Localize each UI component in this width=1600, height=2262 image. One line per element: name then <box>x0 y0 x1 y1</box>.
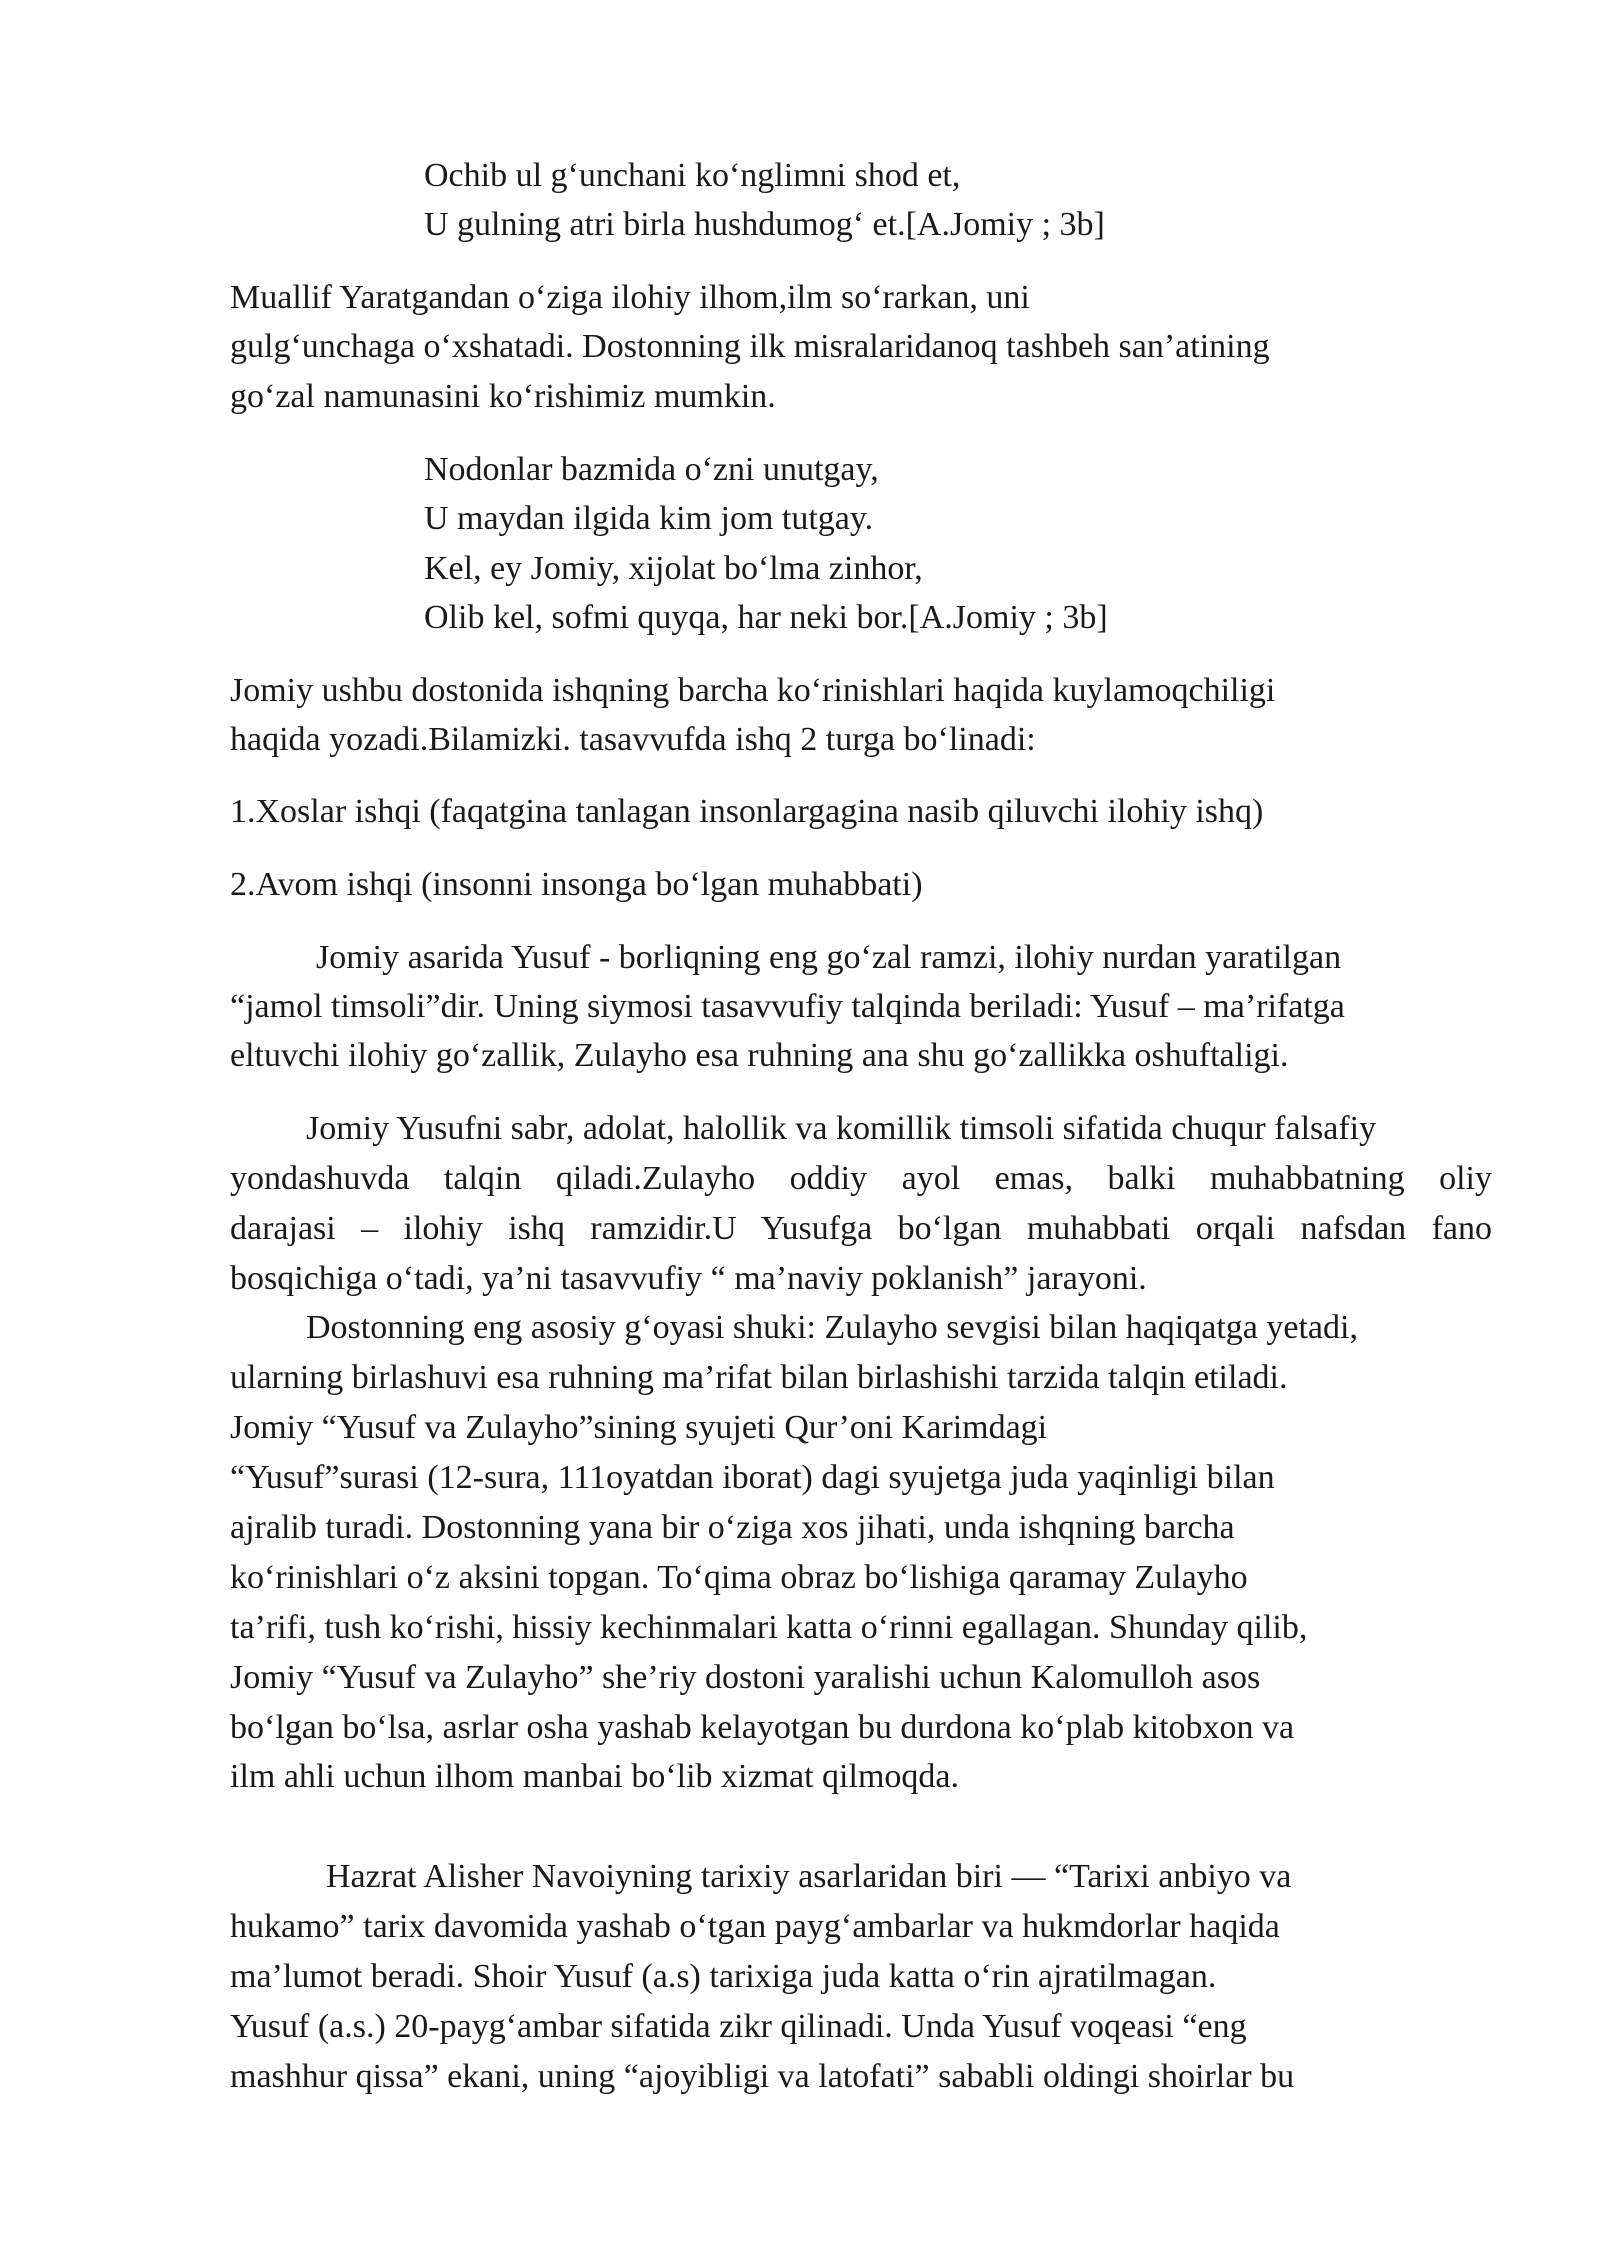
paragraph-line: ularning birlashuvi esa ruhning ma’rifat bilan birlashishi tarzida talqin etiladi. <box>230 1359 1288 1396</box>
paragraph-line: Muallif Yaratgandan o‘ziga ilohiy ilhom,ilm so‘rarkan, uni <box>230 279 1030 316</box>
paragraph-line: bo‘lgan bo‘lsa, asrlar osha yashab kelayotgan bu durdona ko‘plab kitobxon va <box>230 1709 1295 1746</box>
list-item: 1.Xoslar ishqi (faqatgina tanlagan insonlargagina nasib qiluvchi ilohiy ishq) <box>230 793 1264 830</box>
verse-line: Ochib ul g‘unchani ko‘nglimni shod et, <box>424 157 961 194</box>
paragraph-line: hukamo” tarix davomida yashab o‘tgan payg‘ambarlar va hukmdorlar haqida <box>230 1908 1280 1945</box>
paragraph-line: ko‘rinishlari o‘z aksini topgan. To‘qima obraz bo‘lishiga qaramay Zulayho <box>230 1559 1248 1596</box>
paragraph-line: “Yusuf”surasi (12-sura, 111oyatdan iborat) dagi syujetga juda yaqinligi bilan <box>230 1459 1275 1496</box>
paragraph-line: Jomiy “Yusuf va Zulayho”sining syujeti Qur’oni Karimdagi <box>230 1409 1048 1446</box>
paragraph-line: Hazrat Alisher Navoiyning tarixiy asarlaridan biri — “Tarixi anbiyo va <box>326 1858 1292 1895</box>
paragraph-line: eltuvchi ilohiy go‘zallik, Zulayho esa ruhning ana shu go‘zallikka oshuftaligi. <box>230 1037 1289 1074</box>
paragraph-line: Jomiy “Yusuf va Zulayho” she’riy dostoni yaralishi uchun Kalomulloh asos <box>230 1659 1261 1696</box>
paragraph-line: ta’rifi, tush ko‘rishi, hissiy kechinmalari katta o‘rinni egallagan. Shunday qilib, <box>230 1609 1308 1646</box>
paragraph-line: Dostonning eng asosiy g‘oyasi shuki: Zulayho sevgisi bilan haqiqatga yetadi, <box>306 1309 1358 1346</box>
paragraph-line: ilm ahli uchun ilhom manbai bo‘lib xizmat qilmoqda. <box>230 1758 959 1795</box>
paragraph-line: mashhur qissa” ekani, uning “ajoyibligi va latofati” sababli oldingi shoirlar bu <box>230 2058 1295 2095</box>
paragraph-line: yondashuvda talqin qiladi.Zulayho oddiy ayol emas, balki muhabbatning oliy <box>230 1160 1492 1197</box>
paragraph-line: “jamol timsoli”dir. Uning siymosi tasavvufiy talqinda beriladi: Yusuf – ma’rifatga <box>230 988 1345 1025</box>
verse-line: U gulning atri birla hushdumog‘ et.[A.Jomiy ; 3b] <box>424 206 1105 243</box>
verse-line: Olib kel, sofmi quyqa, har neki bor.[A.Jomiy ; 3b] <box>424 599 1108 636</box>
paragraph-line: bosqichiga o‘tadi, ya’ni tasavvufiy “ ma’naviy poklanish” jarayoni. <box>230 1260 1147 1297</box>
verse-line: Kel, ey Jomiy, xijolat bo‘lma zinhor, <box>424 550 923 587</box>
paragraph-line: go‘zal namunasini ko‘rishimiz mumkin. <box>230 378 776 415</box>
paragraph-line: Jomiy Yusufni sabr, adolat, halollik va komillik timsoli sifatida chuqur falsafiy <box>306 1110 1377 1147</box>
verse-line: U maydan ilgida kim jom tutgay. <box>424 500 874 537</box>
paragraph-line: darajasi – ilohiy ishq ramzidir.U Yusufga bo‘lgan muhabbati orqali nafsdan fano <box>230 1210 1492 1247</box>
paragraph-line: ajralib turadi. Dostonning yana bir o‘ziga xos jihati, unda ishqning barcha <box>230 1509 1235 1546</box>
verse-line: Nodonlar bazmida o‘zni unutgay, <box>424 451 879 488</box>
paragraph-line: Yusuf (a.s.) 20-payg‘ambar sifatida zikr qilinadi. Unda Yusuf voqeasi “eng <box>230 2008 1247 2045</box>
paragraph-line: Jomiy ushbu dostonida ishqning barcha ko‘rinishlari haqida kuylamoqchiligi <box>230 672 1276 709</box>
paragraph-line: Jomiy asarida Yusuf - borliqning eng go‘zal ramzi, ilohiy nurdan yaratilgan <box>316 939 1342 976</box>
paragraph-line: gulg‘unchaga o‘xshatadi. Dostonning ilk misralaridanoq tashbeh san’atining <box>230 328 1270 365</box>
paragraph-line: haqida yozadi.Bilamizki. tasavvufda ishq 2 turga bo‘linadi: <box>230 721 1036 758</box>
paragraph-line: ma’lumot beradi. Shoir Yusuf (a.s) tarixiga juda katta o‘rin ajratilmagan. <box>230 1958 1217 1995</box>
list-item: 2.Avom ishqi (insonni insonga bo‘lgan muhabbati) <box>230 866 923 903</box>
